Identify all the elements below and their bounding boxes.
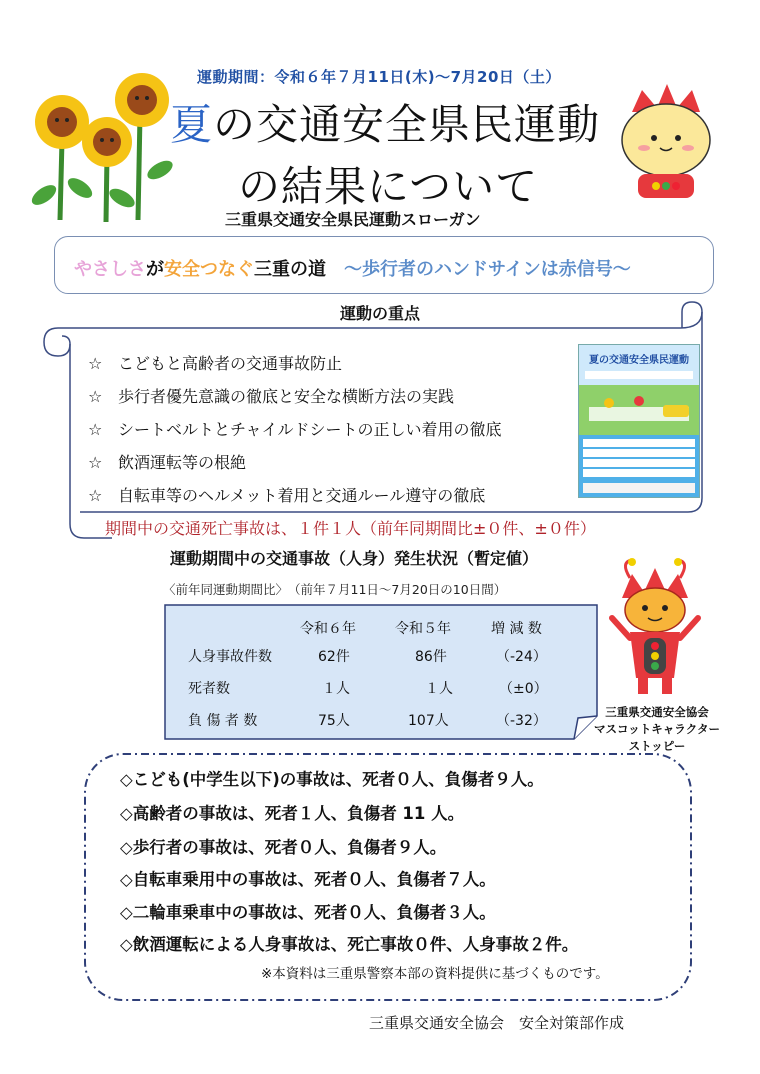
focus-point: ☆ 歩行者優先意識の徹底と安全な横断方法の実践	[88, 387, 455, 406]
slogan-part1: やさしさ	[74, 259, 146, 280]
page-title-line2: の結果について	[238, 162, 539, 211]
mascot-caption	[582, 704, 732, 755]
value-r5: 107人	[408, 713, 449, 729]
value-diff: （-24）	[496, 649, 547, 665]
comparison-note	[163, 580, 506, 598]
focus-point: ☆ シートベルトとチャイルドシートの正しい着用の徹底	[88, 420, 502, 439]
value-r6: 62件	[318, 649, 350, 665]
poster-title: 夏の交通安全県民運動	[589, 355, 689, 366]
status-title: 運動期間中の交通事故（人身）発生状況（暫定値）	[170, 549, 539, 568]
value-diff: （-32）	[496, 713, 547, 729]
accident-item: ◇飲酒運転による人身事故は、死亡事故０件、人身事故２件。	[120, 935, 579, 954]
accident-item: ◇歩行者の事故は、死者０人、負傷者９人。	[120, 838, 447, 857]
compare-period: （前年７月11日～7月20日の10日間）	[294, 582, 507, 597]
accident-item: ◇高齢者の事故は、死者１人、負傷者 11 人。	[120, 804, 465, 823]
campaign-poster-thumbnail	[578, 344, 700, 498]
campaign-period: 運動期間：令和６年７月11日(木)～7月20日（土）	[197, 68, 561, 86]
slogan-part3: 安全つなぐ	[164, 259, 254, 280]
mascot-caption-line2: マスコットキャラクター	[593, 722, 721, 736]
column-header: 増 減 数	[491, 621, 542, 637]
star-icon: ☆	[88, 486, 103, 505]
star-icon: ☆	[88, 354, 103, 373]
source-note: ※本資料は三重県警察本部の資料提供に基づくものです。	[261, 966, 609, 982]
sunflowers-illustration	[22, 70, 182, 230]
slogan-part4: 三重の道	[254, 259, 326, 280]
column-header: 令和６年	[300, 621, 356, 637]
title-first-char: 夏	[170, 100, 214, 149]
poster-artwork	[579, 345, 699, 497]
compare-label: 〈前年同運動期間比〉	[163, 582, 282, 597]
mascot-stoppie-illustration	[600, 558, 710, 698]
star-icon: ☆	[88, 387, 103, 406]
title-line1-text: の交通安全県民運動	[213, 100, 601, 149]
slogan-part5: ～歩行者のハンドサインは赤信号～	[344, 259, 631, 280]
row-label: 負 傷 者 数	[188, 713, 258, 729]
slogan-text	[74, 255, 631, 281]
fatal-accident-summary: 期間中の交通死亡事故は、１件１人（前年同期間比±０件、±０件）	[105, 519, 596, 538]
mascot-caption-line1: 三重県交通安全協会	[605, 705, 709, 719]
footer-author: 三重県交通安全協会 安全対策部作成	[369, 1014, 625, 1032]
column-header: 令和５年	[395, 621, 451, 637]
accident-item: ◇こども(中学生以下)の事故は、死者０人、負傷者９人。	[120, 770, 544, 789]
focus-point: ☆ こどもと高齢者の交通事故防止	[88, 354, 343, 373]
accident-item: ◇二輪車乗車中の事故は、死者０人、負傷者３人。	[120, 903, 496, 922]
value-r6: １人	[322, 681, 350, 697]
star-icon: ☆	[88, 453, 103, 472]
accident-item: ◇自転車乗用中の事故は、死者０人、負傷者７人。	[120, 870, 496, 889]
value-r5: １人	[425, 681, 453, 697]
row-label: 人身事故件数	[188, 649, 272, 665]
row-label: 死者数	[188, 681, 230, 697]
star-icon: ☆	[88, 420, 103, 439]
page-title-line1	[170, 92, 600, 152]
mascot-head-illustration	[612, 82, 720, 200]
focus-point: ☆ 自転車等のヘルメット着用と交通ルール遵守の徹底	[88, 486, 486, 505]
focus-title: 運動の重点	[339, 304, 420, 323]
slogan-heading: 三重県交通安全県民運動スローガン	[225, 210, 481, 229]
focus-point: ☆ 飲酒運転等の根絶	[88, 453, 247, 472]
value-diff: （±0）	[499, 681, 548, 697]
value-r5: 86件	[415, 649, 447, 665]
mascot-caption-line3: ストッピー	[628, 739, 686, 753]
value-r6: 75人	[318, 713, 350, 729]
slogan-part2: が	[146, 259, 164, 280]
